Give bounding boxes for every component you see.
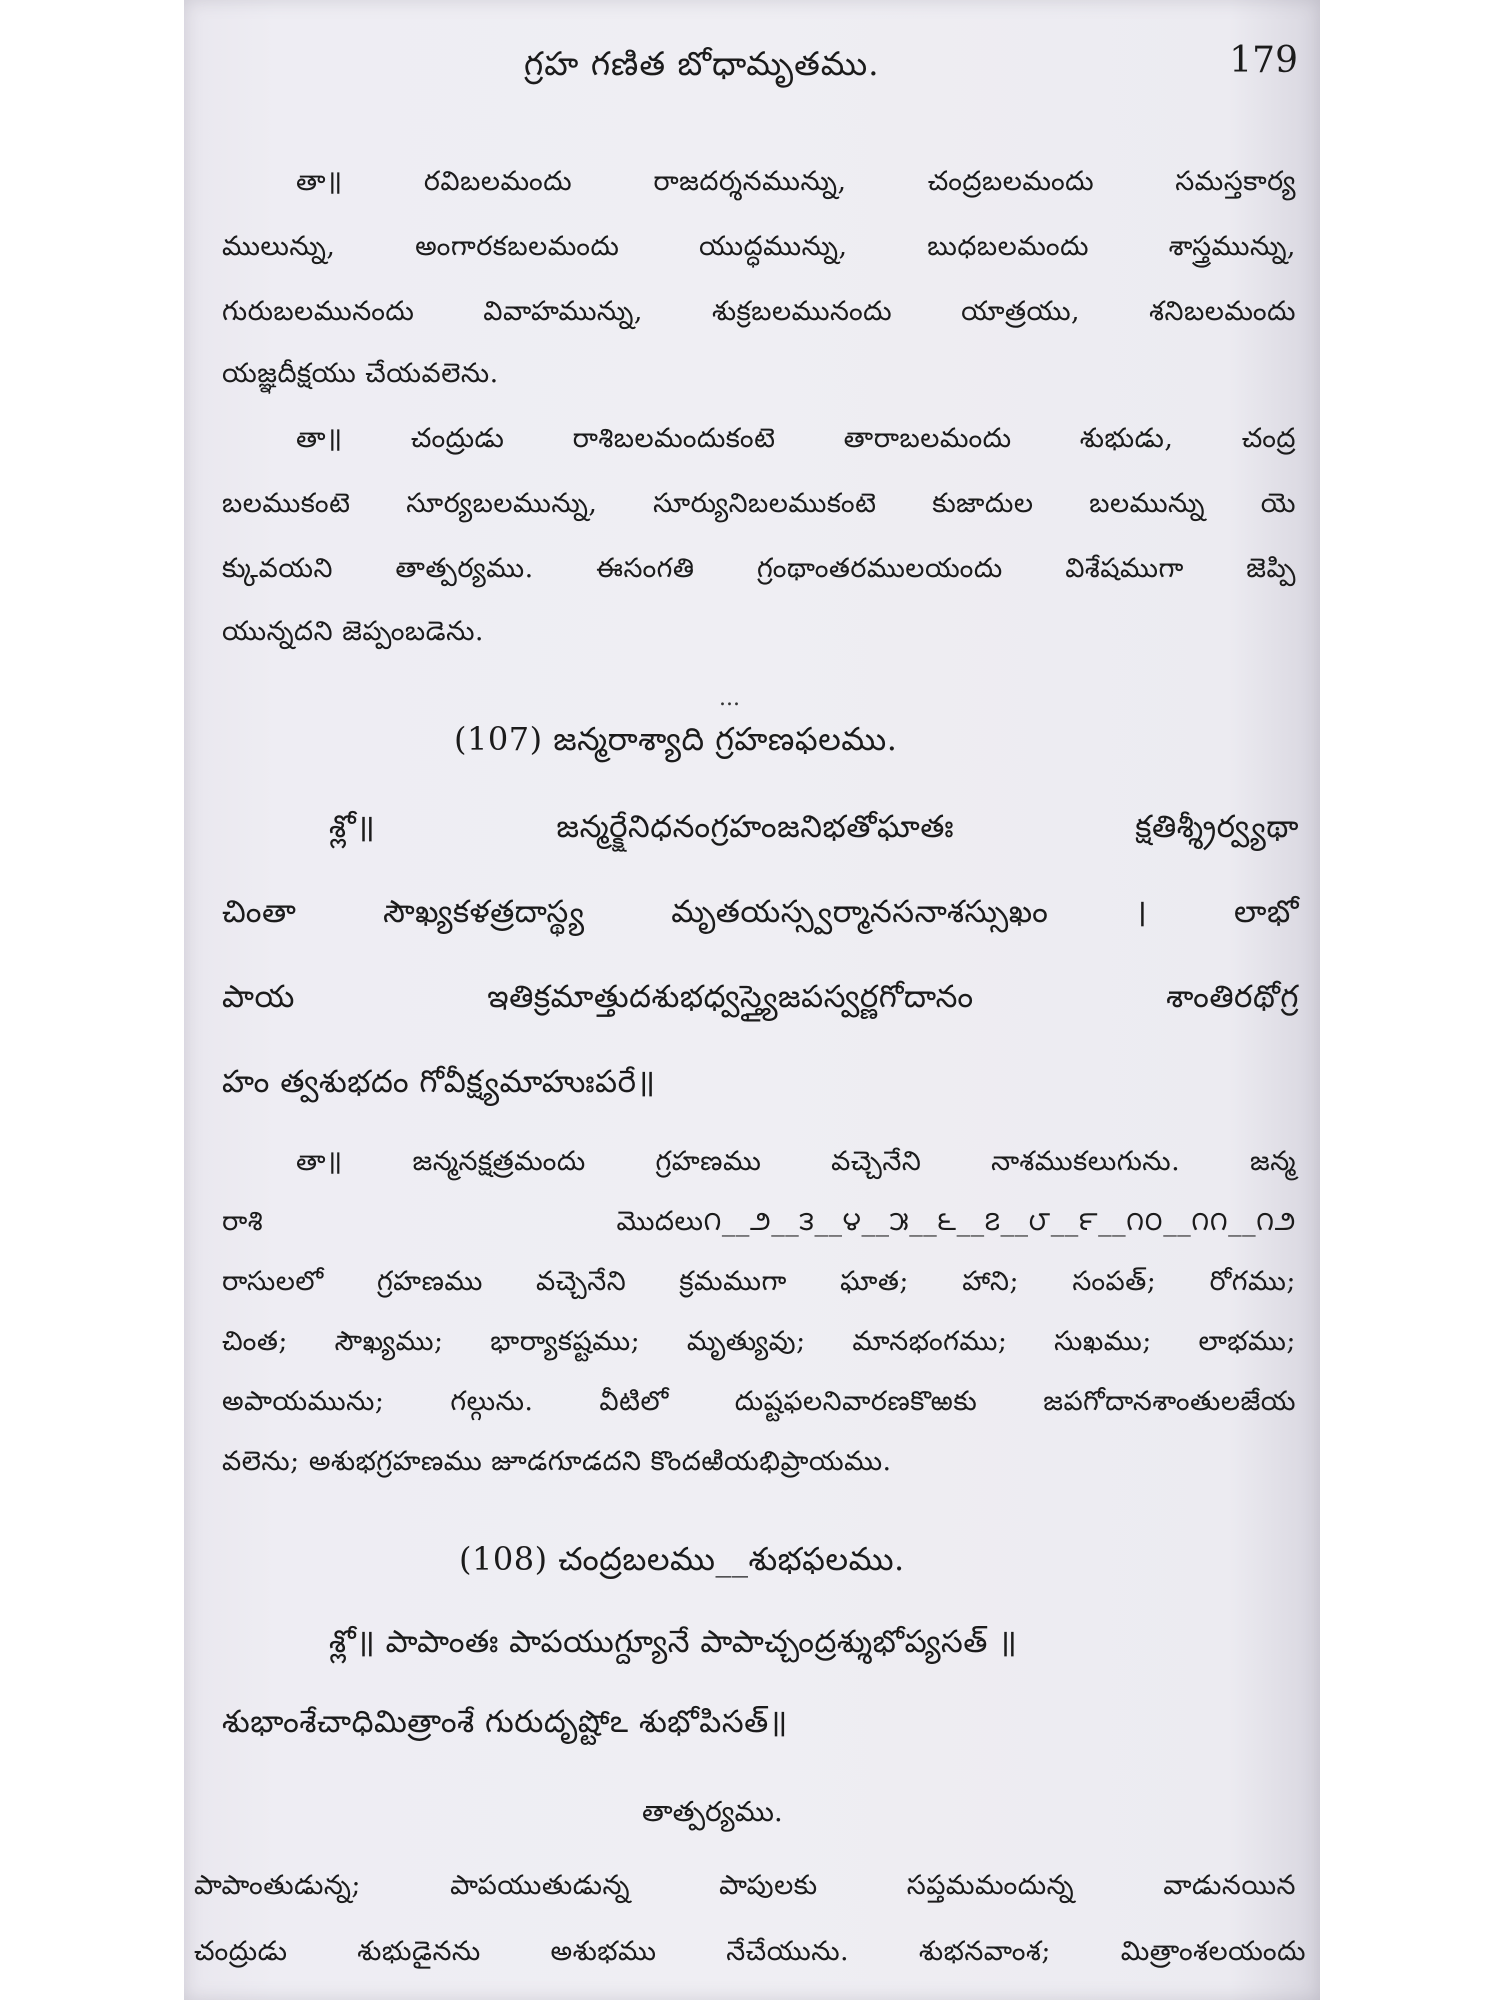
- section-107-explanation-line-3: రాసులలో గ్రహణము వచ్చెనేని క్రమముగా ఘాత; హాని; సంపత్; రోగము;: [222, 1266, 1296, 1297]
- section-108-explanation-line-2: చంద్రుడు శుభుడైనను అశుభము నేచేయును. శుభనవాంశ; మిత్రాంశలయందు: [194, 1936, 1306, 1967]
- section-108-subheading: తాత్పర్యము.: [642, 1795, 783, 1828]
- section-108-shloka-line-2: శుభాంశేచాధిమిత్రాంశే గురుదృష్టోఽ శుభోపిసత్॥: [222, 1704, 788, 1740]
- section-107-explanation-line-2: రాశి మొదలు౧__౨__౩__౪__౫__౬__౭__౮__౯__౧౦__౧౧__౧౨: [222, 1206, 1296, 1237]
- section-107-explanation-line-5: అపాయమును; గల్గును. వీటిలో దుష్టఫలనివారణకొఱకు జపగోదానశాంతులజేయ: [222, 1386, 1296, 1417]
- para1-line-2: ములున్ను, అంగారకబలమందు యుద్ధమున్ను, బుధబలమందు శాస్త్రమున్ను,: [222, 231, 1296, 262]
- section-108-heading: (108) చంద్రబలము__శుభఫలము.: [459, 1540, 905, 1578]
- para1-line-3: గురుబలమునందు వివాహమున్ను, శుక్రబలమునందు యాత్రయు, శనిబలమందు: [222, 296, 1296, 327]
- section-107-explanation-line-6: వలెను; అశుభగ్రహణము జూడగూడదని కొందఱియభిప్రాయము.: [222, 1446, 892, 1477]
- section-107-explanation-line-1: తా॥ జన్మనక్షత్రమందు గ్రహణము వచ్చెనేని నాశముకలుగును. జన్మ: [296, 1146, 1296, 1177]
- section-107-shloka-line-4: హం త్వశుభదం గోవీక్ష్యమాహుఃపరే॥: [222, 1064, 656, 1100]
- section-107-heading: (107) జన్మరాశ్యాది గ్రహణఫలము.: [454, 720, 898, 758]
- page-number: 179: [1229, 40, 1298, 81]
- para2-line-4: యున్నదని జెప్పంబడెను.: [222, 616, 484, 647]
- para1-line-4: యజ్ఞదీక్షయు చేయవలెను.: [222, 358, 499, 389]
- running-title: గ్రహ గణిత బోధామృతము.: [524, 44, 880, 83]
- section-108-shloka-line-1: శ్లో॥ పాపాంతః పాపయుగ్ద్యూనే పాపాచ్చంద్రశ్శుభోప్యసత్ ॥: [329, 1624, 1018, 1660]
- section-107-explanation-line-4: చింత; సౌఖ్యము; భార్యాకష్టము; మృత్యువు; మానభంగము; సుఖము; లాభము;: [222, 1326, 1296, 1357]
- para2-line-1: తా॥ చంద్రుడు రాశిబలమందుకంటె తారాబలమందు శుభుడు, చంద్ర: [296, 423, 1296, 454]
- section-108-explanation-line-1: పాపాంతుడున్న; పాపయుతుడున్న పాపులకు సప్తమమందున్న వాడునయిన: [194, 1870, 1296, 1901]
- separator-dots: ...: [719, 686, 740, 711]
- scanned-book-page: [184, 0, 1320, 2000]
- page-header: [184, 38, 1320, 94]
- para2-line-2: బలముకంటె సూర్యబలమున్ను, సూర్యునిబలముకంటె కుజాదుల బలమున్ను యె: [222, 488, 1296, 519]
- para2-line-3: క్కువయని తాత్పర్యము. ఈసంగతి గ్రంథాంతరములయందు విశేషముగా జెప్పి: [222, 553, 1296, 584]
- section-107-shloka-line-3: పాయ ఇతిక్రమాత్తుదశుభధ్వస్త్యైజపస్వర్ణగోదానం శాంతిరథోగ్ర: [222, 979, 1299, 1015]
- section-107-shloka-line-2: చింతా సౌఖ్యకళత్రదాస్థ్య మృతయస్స్వర్మానసనాశస్సుఖం । లాభో: [222, 894, 1299, 930]
- section-107-shloka-line-1: శ్లో॥ జన్మర్క్షేనిధనంగ్రహంజనిభతోఘాతః క్షతిశ్శ్రీర్వ్యథా: [329, 809, 1299, 845]
- para1-line-1: తా॥ రవిబలమందు రాజదర్శనమున్ను, చంద్రబలమందు సమస్తకార్య: [296, 166, 1296, 197]
